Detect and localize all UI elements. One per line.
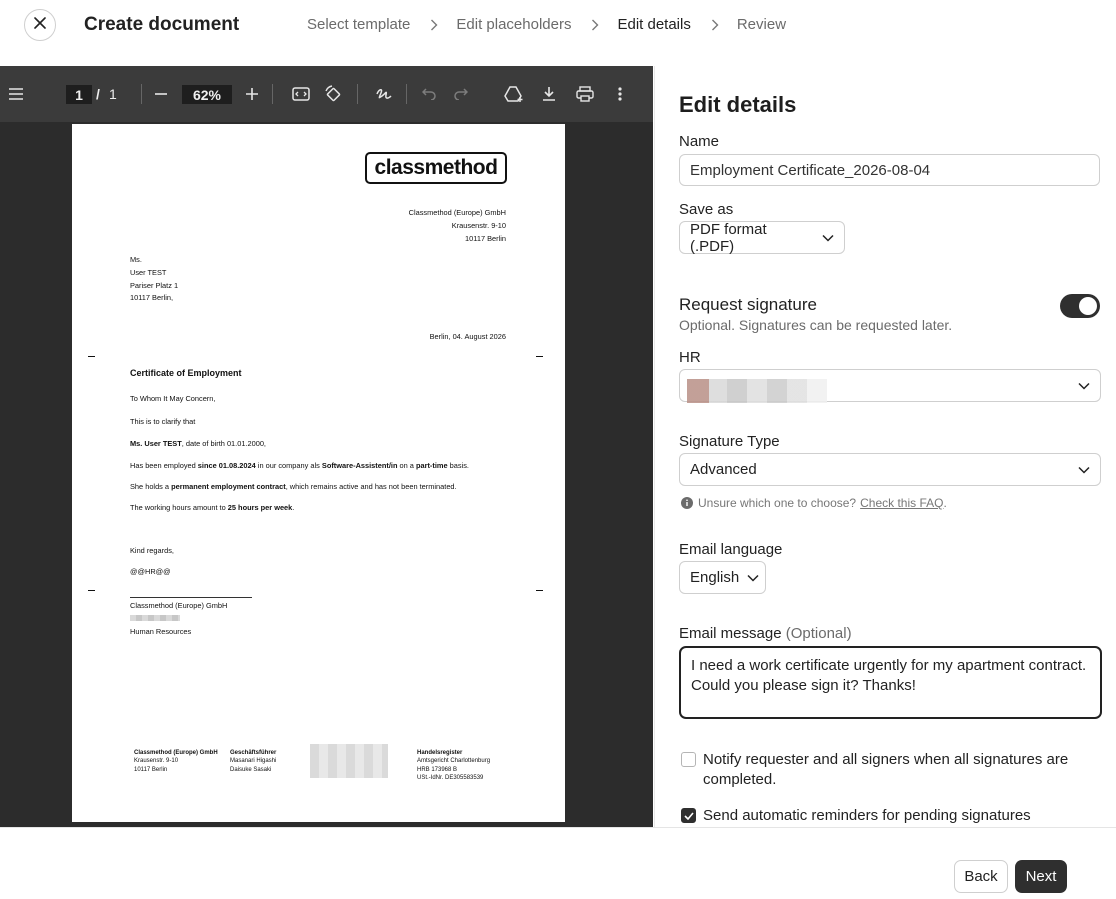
redo-icon[interactable] [452, 82, 470, 106]
sender-street: Krausenstr. 9-10 [451, 221, 506, 230]
pdf-toolbar [0, 66, 653, 122]
close-button[interactable] [24, 9, 56, 41]
request-signature-hint: Optional. Signatures can be requested later. [679, 317, 953, 333]
add-to-drive-icon[interactable] [503, 82, 525, 106]
step-select-template[interactable]: Select template [307, 16, 411, 33]
chevron-right-icon [591, 19, 599, 31]
letter-line-1: This is to clarify that [130, 417, 196, 426]
footer-register: Handelsregister Amtsgericht Charlottenburg HRB 173968 B USt.-IdNr. DE305583539 [417, 750, 491, 782]
sender-company: Classmethod (Europe) GmbH [408, 208, 506, 217]
fit-page-icon[interactable] [291, 82, 311, 106]
stepper [307, 16, 786, 33]
fold-mark [88, 356, 95, 357]
letter-date: Berlin, 04. August 2026 [429, 332, 506, 341]
signature-type-label: Signature Type [679, 433, 780, 450]
pdf-viewer [0, 66, 653, 827]
page-number-input[interactable]: 1 [66, 85, 92, 104]
letter-line-5: The working hours amount to 25 hours per week. [130, 503, 295, 512]
notify-label: Notify requester and all signers when all signatures are completed. [703, 751, 1069, 788]
signature-placeholder: @@HR@@ [130, 567, 171, 576]
company-logo: classmethod [365, 152, 507, 184]
request-signature-label: Request signature [679, 295, 817, 314]
save-as-label: Save as [679, 201, 734, 218]
chevron-right-icon [711, 19, 719, 31]
chevron-down-icon [822, 234, 834, 242]
reminders-label: Send automatic reminders for pending signatures [703, 807, 1031, 824]
pdf-page [72, 124, 565, 822]
letter-heading: Certificate of Employment [130, 368, 242, 378]
footer-company: Classmethod (Europe) GmbH Krausenstr. 9-10 10117 Berlin [134, 750, 218, 773]
chevron-down-icon [747, 574, 759, 582]
page-title: Create document [84, 14, 240, 35]
draw-icon[interactable] [373, 82, 395, 106]
details-panel [654, 66, 1116, 827]
signature-type-select[interactable] [679, 453, 1101, 486]
hr-signer-select[interactable] [679, 369, 1101, 402]
chevron-down-icon [1078, 466, 1090, 474]
toggle-knob [1079, 297, 1097, 315]
name-field[interactable]: Employment Certificate_2026-08-04 [679, 154, 1100, 186]
letter-salutation: To Whom It May Concern, [130, 394, 216, 403]
toolbar-divider [272, 84, 273, 104]
footer-management: Geschäftsführer Masanari Higashi Daisuke Sasaki [230, 750, 277, 773]
name-label: Name [679, 133, 720, 150]
check-icon [684, 812, 694, 820]
redacted-footer-block [310, 744, 388, 778]
email-message-label: Email message (Optional) [679, 625, 852, 642]
print-icon[interactable] [575, 82, 595, 106]
top-bar [0, 0, 1116, 66]
chevron-down-icon [1078, 382, 1090, 390]
rotate-icon[interactable] [322, 82, 344, 106]
signer-department: Human Resources [130, 627, 192, 636]
info-icon [681, 497, 693, 509]
email-language-value: English [690, 569, 740, 586]
next-button[interactable]: Next [1015, 860, 1067, 893]
signer-company: Classmethod (Europe) GmbH [130, 601, 228, 610]
sender-city: 10117 Berlin [465, 234, 506, 243]
toolbar-divider [141, 84, 142, 104]
reminders-checkbox[interactable] [681, 808, 696, 823]
faq-hint [681, 496, 947, 510]
download-icon[interactable] [539, 82, 559, 106]
signature-type-value: Advanced [690, 461, 757, 478]
panel-heading: Edit details [679, 92, 797, 117]
page-total: 1 [109, 86, 117, 102]
recipient-title: Ms. [130, 255, 142, 264]
recipient-city: 10117 Berlin, [130, 293, 174, 302]
menu-icon[interactable] [7, 82, 25, 106]
email-message-textarea[interactable]: I need a work certificate urgently for my apartment contract. Could you please sign it? Thanks! [679, 646, 1102, 719]
signature-line [130, 597, 252, 598]
save-as-select[interactable] [679, 221, 845, 254]
notify-checkbox[interactable] [681, 752, 696, 767]
save-as-value: PDF format (.PDF) [690, 220, 767, 255]
page-separator: / [96, 86, 100, 102]
faq-end: . [943, 496, 947, 510]
chevron-right-icon [430, 19, 438, 31]
recipient-street: Pariser Platz 1 [130, 281, 179, 290]
redacted-signer-name [130, 615, 180, 621]
more-vertical-icon[interactable] [613, 82, 627, 106]
letter-closing: Kind regards, [130, 546, 174, 555]
undo-icon[interactable] [420, 82, 438, 106]
faq-text: Unsure which one to choose? [698, 496, 857, 510]
letter-line-2: Ms. User TEST, date of birth 01.01.2000, [130, 439, 266, 448]
fold-mark [536, 356, 543, 357]
zoom-in-icon[interactable] [243, 82, 261, 106]
zoom-out-icon[interactable] [152, 82, 170, 106]
step-edit-details[interactable]: Edit details [617, 16, 691, 33]
recipient-name: User TEST [130, 268, 167, 277]
close-icon [34, 16, 46, 34]
faq-link[interactable]: Check this FAQ [860, 496, 944, 510]
letter-line-3: Has been employed since 01.08.2024 in our company als Software-Assistent/in on a part-time basis. [130, 461, 469, 470]
redacted-signer [687, 379, 827, 403]
toolbar-divider [406, 84, 407, 104]
step-review[interactable]: Review [736, 16, 787, 33]
request-signature-toggle[interactable] [1060, 294, 1100, 318]
toolbar-divider [357, 84, 358, 104]
footer-bar [0, 827, 1116, 899]
letter-line-4: She holds a permanent employment contract, which remains active and has not been terminated. [130, 482, 457, 491]
step-edit-placeholders[interactable]: Edit placeholders [456, 16, 572, 33]
fold-mark [536, 590, 543, 591]
email-language-select[interactable] [679, 561, 766, 594]
back-button[interactable]: Back [954, 860, 1008, 893]
fold-mark [88, 590, 95, 591]
hr-label: HR [679, 349, 701, 366]
email-language-label: Email language [679, 541, 783, 558]
zoom-input[interactable]: 62% [182, 85, 232, 104]
